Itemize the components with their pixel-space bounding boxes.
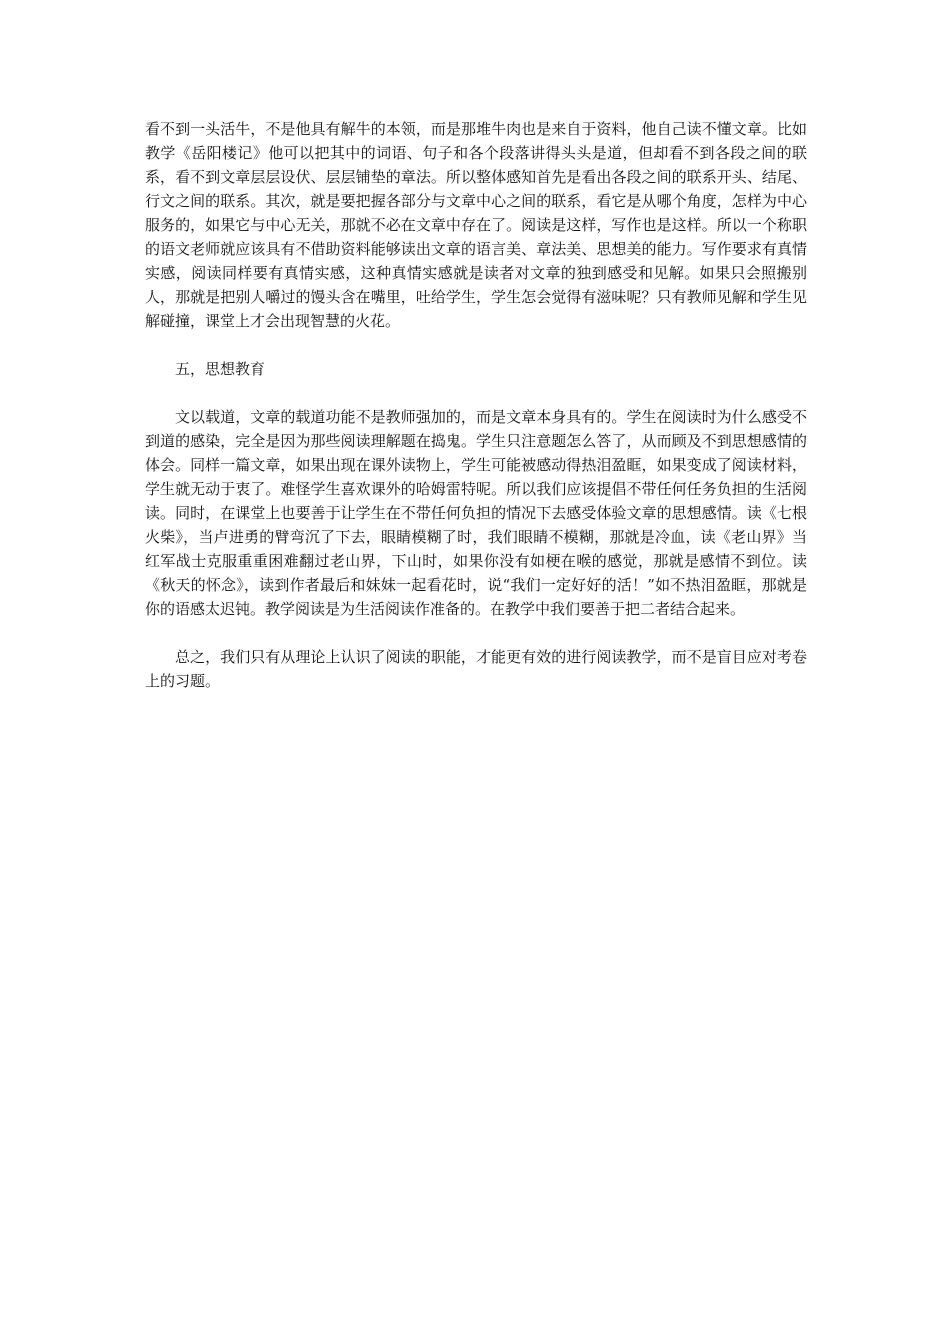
- document-body: [145, 117, 807, 717]
- section-heading-ideological-education: 五，思想教育: [175, 360, 266, 378]
- paragraph-ideological-education: 文以载道，文章的载道功能不是教师强加的，而是文章本身具有的。学生在阅读时为什么感受不到道的感染，完全是因为那些阅读理解题在捣鬼。学生只注意题怎么答了，从而顾及不到思想感情的体会。同样一篇文章，如果出现在课外读物上，学生可能被感动得热泪盈眶，如果变成了阅读材料，学生就无动于衷了。难怪学生喜欢课外的哈姆雷特呢。所以我们应该提倡不带任何任务负担的生活阅读。同时，在课堂上也要善于让学生在不带任何负担的情况下去感受体验文章的思想感情。读《七根火柴》，当卢进勇的臂弯沉了下去，眼睛模糊了时，我们眼睛不模糊，那就是冷血，读《老山界》当红军战士克服重重困难翻过老山界，下山时，如果你没有如梗在喉的感觉，那就是感情不到位。读《秋天的怀念》，读到作者最后和妹妹一起看花时，说“我们一定好好的活！”如不热泪盈眶，那就是你的语感太迟钝。教学阅读是为生活阅读作准备的。在教学中我们要善于把二者结合起来。: [145, 408, 807, 618]
- paragraph-conclusion: 总之，我们只有从理论上认识了阅读的职能，才能更有效的进行阅读教学，而不是盲目应对考卷上的习题。: [145, 648, 807, 690]
- paragraph-continuation: 看不到一头活牛，不是他具有解牛的本领，而是那堆牛肉也是来自于资料，他自己读不懂文章。比如教学《岳阳楼记》他可以把其中的词语、句子和各个段落讲得头头是道，但却看不到各段之间的联系，看不到文章层层设伏、层层铺垫的章法。所以整体感知首先是看出各段之间的联系开头、结尾、行文之间的联系。其次，就是要把握各部分与文章中心之间的联系，看它是从哪个角度，怎样为中心服务的，如果它与中心无关，那就不必在文章中存在了。阅读是这样，写作也是这样。所以一个称职的语文老师就应该具有不借助资料能够读出文章的语言美、章法美、思想美的能力。写作要求有真情实感，阅读同样要有真情实感，这种真情实感就是读者对文章的独到感受和见解。如果只会照搬别人，那就是把别人嚼过的馒头含在嘴里，吐给学生，学生怎会觉得有滋味呢？只有教师见解和学生见解碰撞，课堂上才会出现智慧的火花。: [145, 120, 807, 330]
